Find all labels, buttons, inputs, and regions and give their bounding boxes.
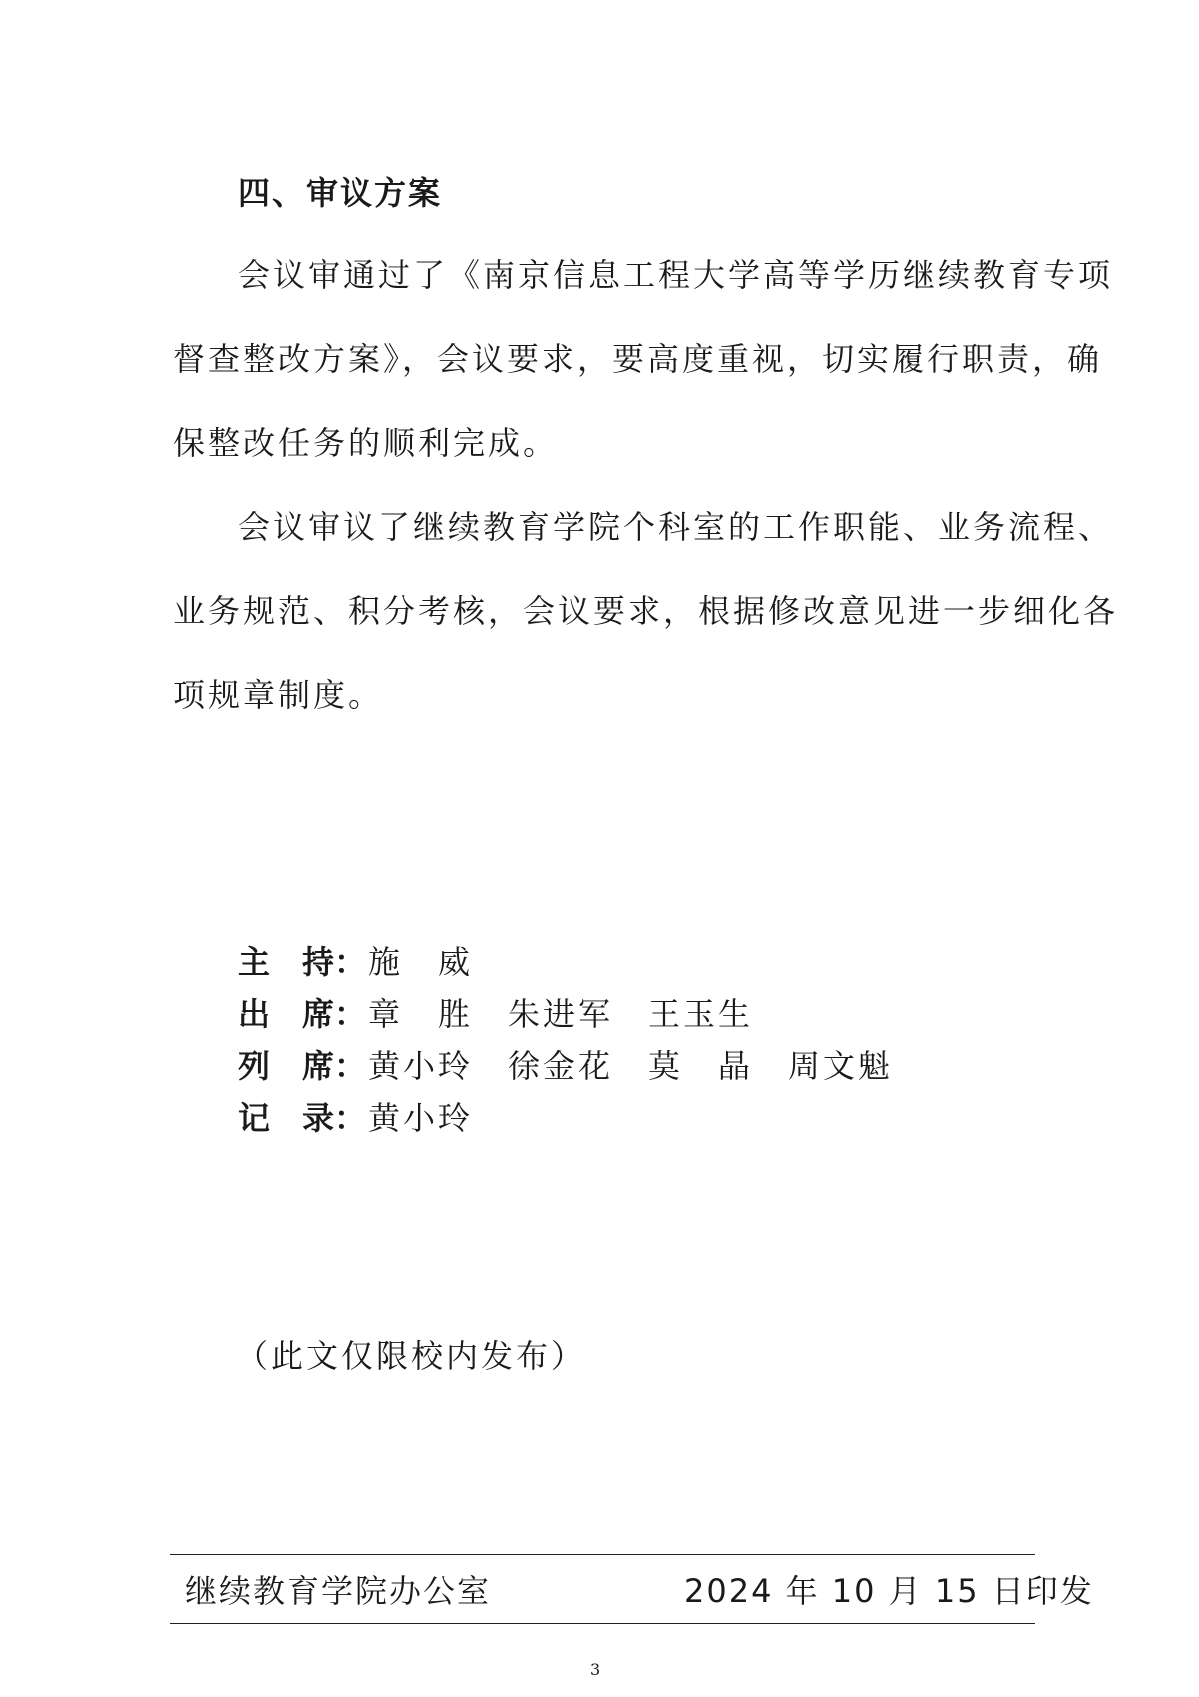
footer-issuer: 继续教育学院办公室 — [185, 1572, 492, 1610]
signature-value: 章 胜 朱进军 王玉生 — [368, 995, 754, 1033]
signature-attendees — [238, 989, 753, 1035]
signature-label: 主 持： — [238, 943, 367, 981]
footer-date: 2024 年 10 月 15 日印发 — [684, 1572, 1094, 1610]
signature-label: 出 席： — [238, 995, 367, 1033]
signature-value: 黄小玲 徐金花 莫 晶 周文魁 — [368, 1047, 894, 1085]
distribution-notice: （此文仅限校内发布） — [236, 1337, 587, 1375]
paragraph-2-line-3: 项规章制度。 — [173, 676, 384, 714]
signature-value: 黄小玲 — [368, 1099, 474, 1137]
paragraph-1-line-2: 督查整改方案》，会议要求，要高度重视，切实履行职责，确 — [173, 340, 1103, 378]
paragraph-1-line-1: 会议审通过了《南京信息工程大学高等学历继续教育专项 — [238, 256, 1114, 294]
footer-bottom-rule — [170, 1623, 1035, 1624]
section-heading: 四、审议方案 — [238, 174, 443, 212]
footer-top-rule — [170, 1554, 1035, 1555]
signature-host — [238, 937, 473, 983]
signature-recorder — [238, 1093, 473, 1139]
page-number: 3 — [590, 1660, 601, 1679]
signature-value: 施 威 — [368, 943, 474, 981]
signature-label: 记 录： — [238, 1099, 367, 1137]
signature-observers — [238, 1041, 893, 1087]
paragraph-1-line-3: 保整改任务的顺利完成。 — [173, 424, 559, 462]
paragraph-2-line-1: 会议审议了继续教育学院个科室的工作职能、业务流程、 — [238, 508, 1114, 546]
paragraph-2-line-2: 业务规范、积分考核，会议要求，根据修改意见进一步细化各 — [173, 592, 1119, 630]
signature-label: 列 席： — [238, 1047, 367, 1085]
